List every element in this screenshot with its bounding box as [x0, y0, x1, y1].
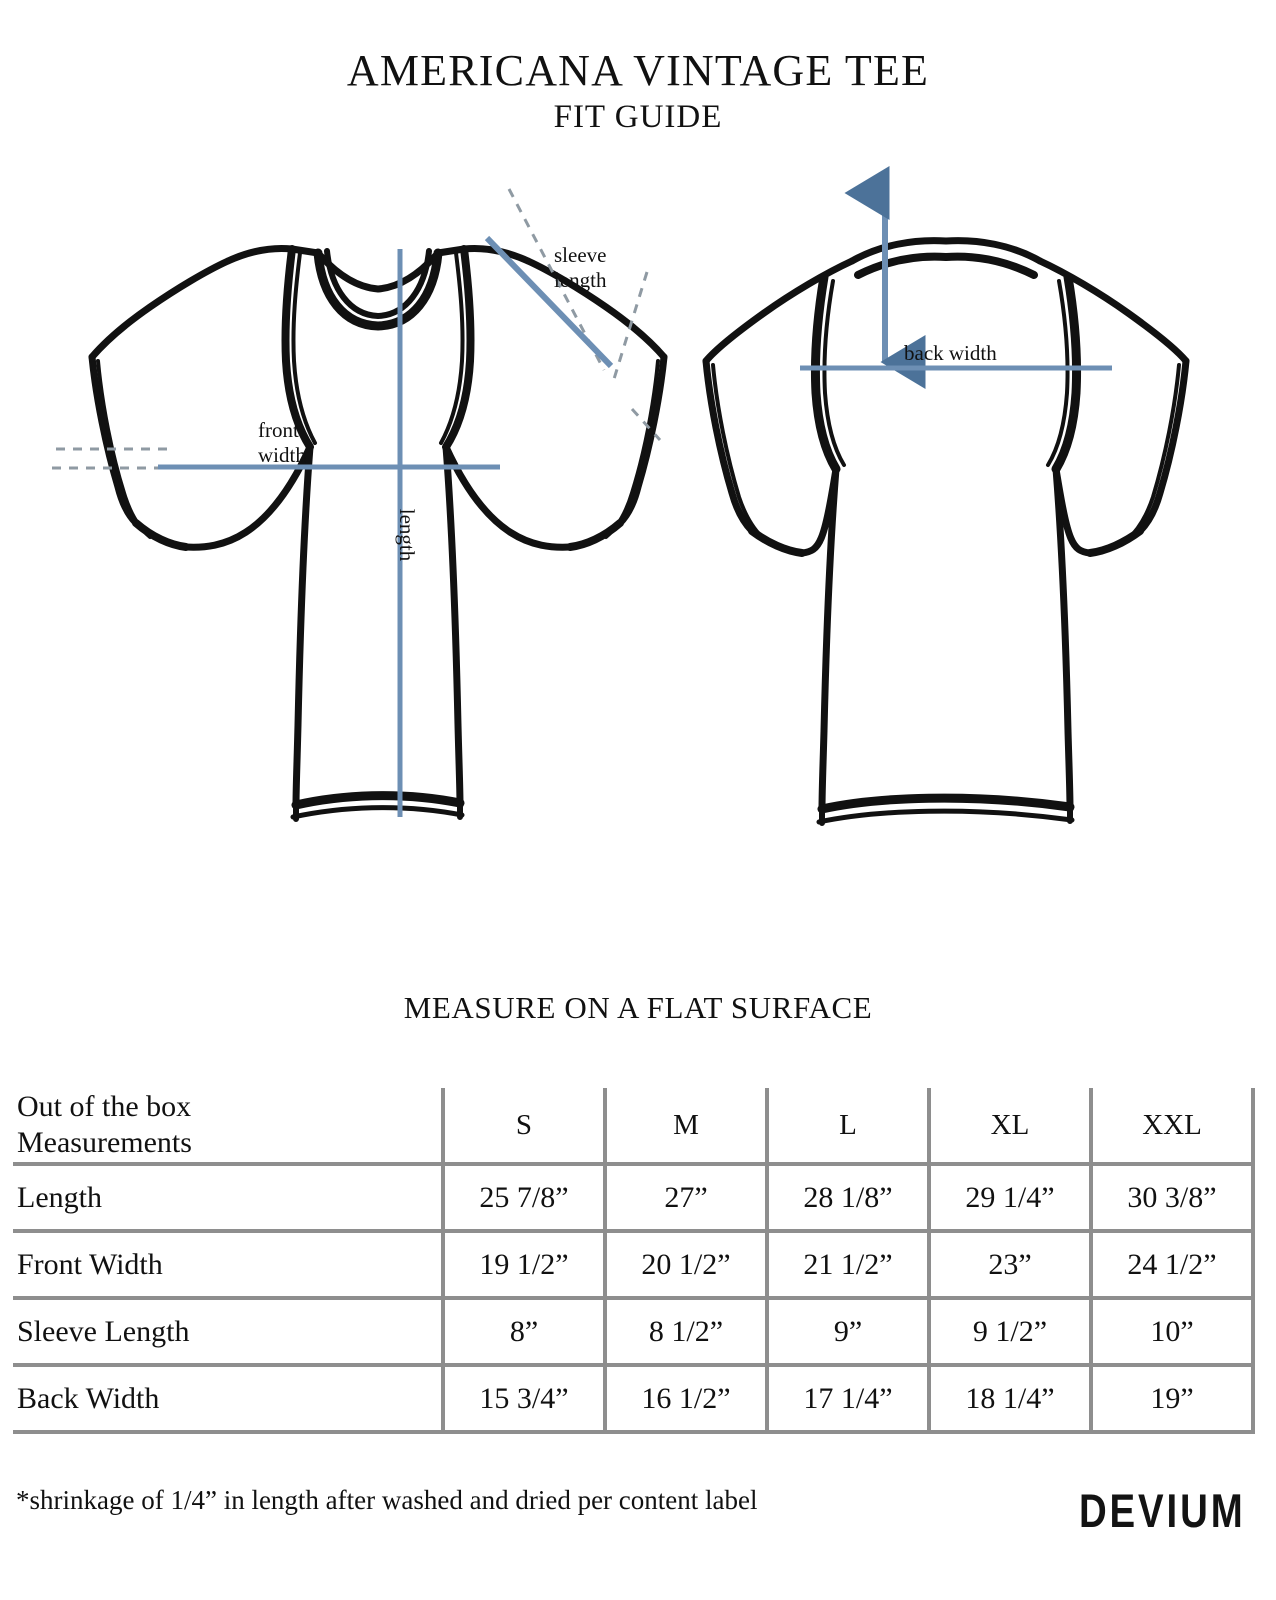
cell-back-width-xxl: 19” — [1091, 1365, 1253, 1432]
cell-length-m: 27” — [605, 1164, 767, 1231]
tee-diagram-svg — [0, 165, 1276, 865]
size-header-xl: XL — [929, 1088, 1091, 1164]
size-header-xxl: XXL — [1091, 1088, 1253, 1164]
fit-diagram — [0, 165, 1276, 865]
page-title: AMERICANA VINTAGE TEE — [346, 46, 930, 95]
cell-front-width-l: 21 1/2” — [767, 1231, 929, 1298]
sleeve-length-label-line2: length — [554, 268, 607, 292]
front-width-label-line2: width — [258, 443, 306, 467]
size-chart-table — [13, 1088, 1255, 1434]
cell-back-width-xl: 18 1/4” — [929, 1365, 1091, 1432]
page-subtitle: FIT GUIDE — [553, 99, 723, 136]
measure-instruction: MEASURE ON A FLAT SURFACE — [403, 990, 873, 1025]
size-header-m: M — [605, 1088, 767, 1164]
row-header-line-1: Out of the box — [17, 1090, 192, 1123]
row-label-length: Length — [13, 1164, 443, 1231]
shrinkage-footnote: *shrinkage of 1/4” in length after washed and dried per content label — [16, 1485, 758, 1515]
cell-front-width-m: 20 1/2” — [605, 1231, 767, 1298]
cell-back-width-m: 16 1/2” — [605, 1365, 767, 1432]
row-label-sleeve-length: Sleeve Length — [13, 1298, 443, 1365]
size-chart-container — [13, 1088, 1253, 1434]
cell-sleeve-length-xxl: 10” — [1091, 1298, 1253, 1365]
cell-sleeve-length-xl: 9 1/2” — [929, 1298, 1091, 1365]
cell-front-width-xl: 23” — [929, 1231, 1091, 1298]
table-corner-header — [13, 1088, 443, 1164]
back-tee-illustration — [706, 241, 1186, 823]
cell-sleeve-length-m: 8 1/2” — [605, 1298, 767, 1365]
cell-length-xl: 29 1/4” — [929, 1164, 1091, 1231]
cell-back-width-l: 17 1/4” — [767, 1365, 929, 1432]
cell-length-l: 28 1/8” — [767, 1164, 929, 1231]
cell-sleeve-length-s: 8” — [443, 1298, 605, 1365]
cell-sleeve-length-l: 9” — [767, 1298, 929, 1365]
table-row — [13, 1231, 1253, 1298]
table-header-row — [13, 1088, 1253, 1164]
table-row — [13, 1164, 1253, 1231]
size-header-s: S — [443, 1088, 605, 1164]
cell-length-xxl: 30 3/8” — [1091, 1164, 1253, 1231]
table-row — [13, 1365, 1253, 1432]
front-width-label-line1: front — [258, 418, 299, 442]
cell-length-s: 25 7/8” — [443, 1164, 605, 1231]
row-label-back-width: Back Width — [13, 1365, 443, 1432]
page-header — [0, 48, 1276, 135]
cell-front-width-xxl: 24 1/2” — [1091, 1231, 1253, 1298]
cell-back-width-s: 15 3/4” — [443, 1365, 605, 1432]
back-width-label: back width — [904, 341, 997, 365]
row-label-front-width: Front Width — [13, 1231, 443, 1298]
length-label: length — [395, 508, 419, 562]
sleeve-length-label-line1: sleeve — [554, 243, 607, 267]
brand-logo: DEVIUM — [1079, 1485, 1246, 1538]
cell-front-width-s: 19 1/2” — [443, 1231, 605, 1298]
table-row — [13, 1298, 1253, 1365]
size-header-l: L — [767, 1088, 929, 1164]
row-header-line-2: Measurements — [17, 1126, 192, 1159]
